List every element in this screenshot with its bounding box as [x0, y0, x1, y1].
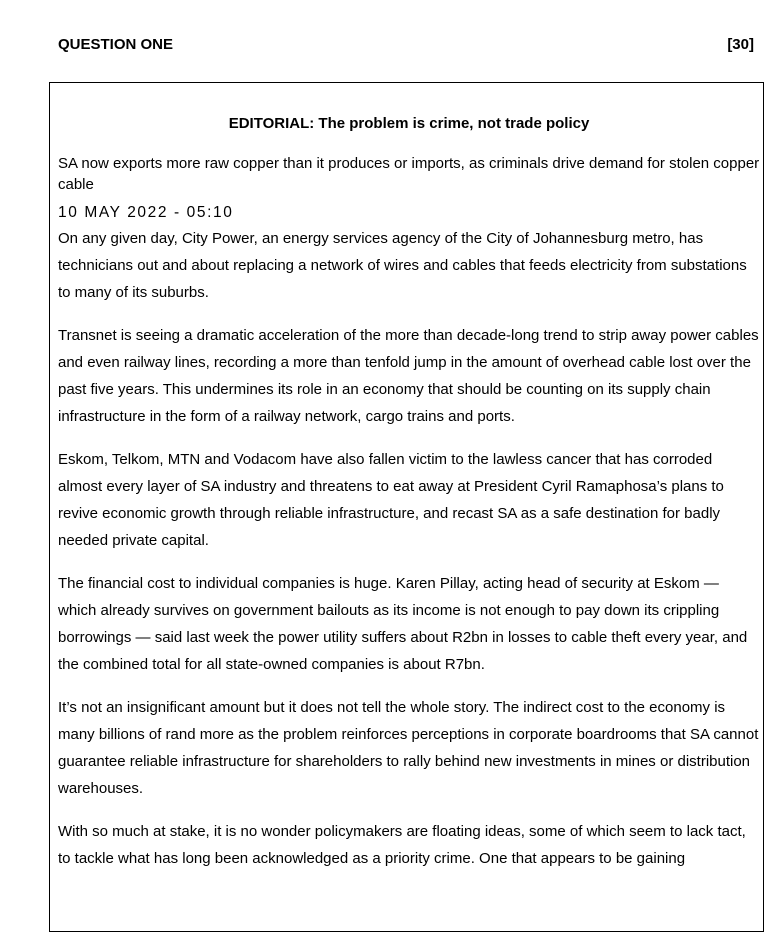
- article-paragraph-2: Transnet is seeing a dramatic acceleration of the more than decade-long trend to strip away power cables and even railway lines, recording a more than tenfold jump in the amount of overhead cable lost over the past five years. This undermines its role in an economy that should be counting on its supply chain infrastructure in the form of a railway network, cargo trains and ports.: [58, 327, 759, 425]
- article-content: [58, 114, 760, 888]
- question-marks: [30]: [727, 36, 754, 53]
- article-paragraph-6: With so much at stake, it is no wonder policymakers are floating ideas, some of which seem to lack tact, to tackle what has long been acknowledged as a priority crime. One that appears to be gaining: [58, 823, 746, 867]
- article-subtitle: SA now exports more raw copper than it produces or imports, as criminals drive demand for stolen copper cable: [58, 155, 760, 193]
- question-header: [58, 36, 754, 56]
- article-paragraph-5: It’s not an insignificant amount but it does not tell the whole story. The indirect cost to the economy is many billions of rand more as the problem reinforces perceptions in corporate boardrooms that SA cannot guarantee reliable infrastructure for shareholders to rally behind new investments in mines or distribution warehouses.: [58, 699, 759, 797]
- article-paragraph-1: On any given day, City Power, an energy services agency of the City of Johannesburg metro, has technicians out and about replacing a network of wires and cables that feeds electricity from substations to many of its suburbs.: [58, 230, 747, 301]
- article-dateline: 10 MAY 2022 - 05:10: [58, 204, 234, 221]
- question-title: QUESTION ONE: [58, 36, 174, 53]
- article-paragraph-4: The financial cost to individual companies is huge. Karen Pillay, acting head of security at Eskom — which already survives on government bailouts as its income is not enough to pay down its crippling borrowings — said last week the power utility suffers about R2bn in losses to cable theft every year, and the combined total for all state-owned companies is about R7bn.: [58, 575, 748, 673]
- article-heading: EDITORIAL: The problem is crime, not trade policy: [228, 115, 590, 132]
- article-paragraph-3: Eskom, Telkom, MTN and Vodacom have also fallen victim to the lawless cancer that has corroded almost every layer of SA industry and threatens to eat away at President Cyril Ramaphosa’s plans to revive economic growth through reliable infrastructure, and recast SA as a safe destination for badly needed private capital.: [58, 451, 724, 549]
